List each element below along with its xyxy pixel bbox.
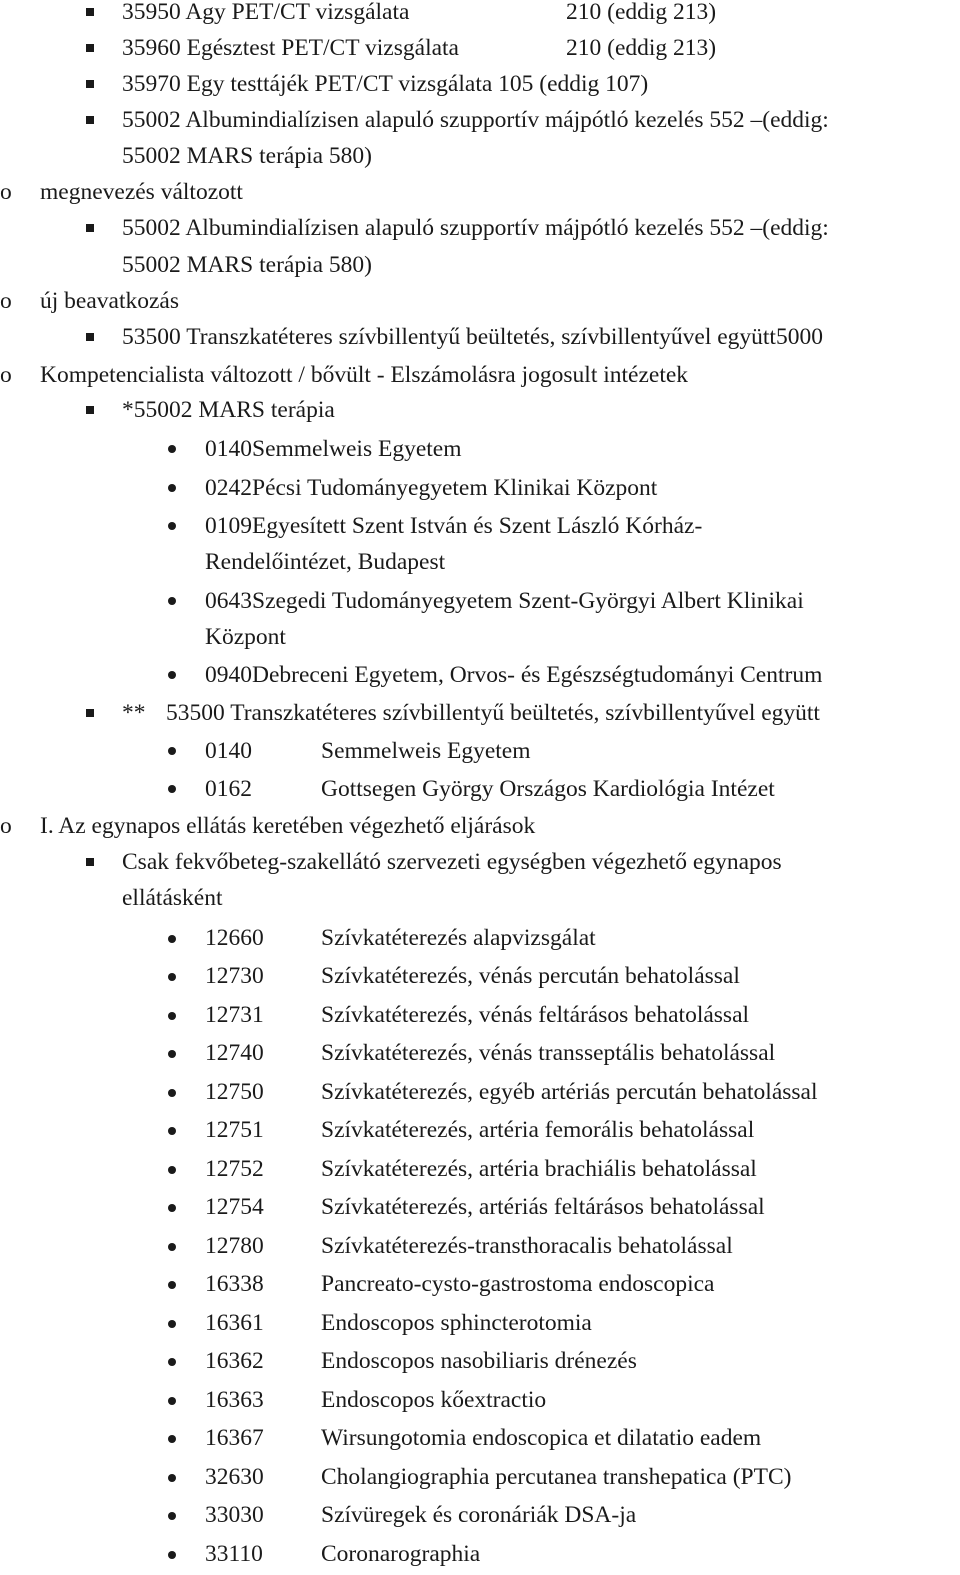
square-bullet-icon [86,224,94,232]
procedure-name: Szívkatéterezés, artériás feltárásos behatolással [321,1194,765,1220]
procedure-code: 12660 [205,925,264,951]
procedure-code: 12750 [205,1079,264,1105]
round-bullet-icon [168,747,176,755]
section-heading: I. Az egynapos ellátás keretében végezhető eljárások [40,813,536,839]
square-bullet-icon [86,406,94,414]
procedure-code: 33030 [205,1502,264,1528]
square-bullet-icon [86,80,94,88]
round-bullet-icon [168,1474,176,1482]
circle-bullet-icon: o [0,813,12,839]
list-item-continuation: 55002 MARS terápia 580) [122,143,372,169]
round-bullet-icon [168,445,176,453]
procedure-code: 16362 [205,1348,264,1374]
procedure-name: Szívkatéterezés, vénás percután behatolással [321,963,740,989]
round-bullet-icon [168,1012,176,1020]
institute-item: 0242Pécsi Tudományegyetem Klinikai Központ [205,475,658,501]
round-bullet-icon [168,1512,176,1520]
institute-item-continuation: Rendelőintézet, Budapest [205,549,446,575]
procedure-name: Szívkatéterezés, artéria femorális behatolással [321,1117,755,1143]
square-bullet-icon [86,8,94,16]
procedure-code: 12730 [205,963,264,989]
round-bullet-icon [168,1397,176,1405]
procedure-name: Endoscopos kőextractio [321,1387,547,1413]
procedure-name: Szívkatéterezés, artéria brachiális behatolással [321,1156,757,1182]
procedure-name: Szívkatéterezés-transthoracalis behatolással [321,1233,733,1259]
institute-item: 0643Szegedi Tudományegyetem Szent-Györgyi Albert Klinikai [205,588,804,614]
list-item-value: 210 (eddig 213) [566,0,717,25]
round-bullet-icon [168,522,176,530]
procedure-name: Endoscopos nasobiliaris drénezés [321,1348,637,1374]
list-item: 35950 Agy PET/CT vizsgálata [122,0,410,25]
round-bullet-icon [168,1551,176,1559]
round-bullet-icon [168,1243,176,1251]
procedure-code: 12731 [205,1002,264,1028]
square-bullet-icon [86,858,94,866]
procedure-name: Szívkatéterezés, egyéb artériás percután behatolással [321,1079,818,1105]
section-heading: új beavatkozás [40,288,179,314]
round-bullet-icon [168,1281,176,1289]
square-bullet-icon [86,116,94,124]
list-item-continuation: 55002 MARS terápia 580) [122,252,372,278]
list-item-value: 210 (eddig 213) [566,35,717,61]
list-item: Csak fekvőbeteg-szakellátó szervezeti egységben végezhető egynapos [122,849,782,875]
list-item: 35970 Egy testtájék PET/CT vizsgálata 105 (eddig 107) [122,71,649,97]
procedure-code: 16338 [205,1271,264,1297]
round-bullet-icon [168,785,176,793]
institute-code: 0140 [205,738,252,764]
institute-code: 0162 [205,776,252,802]
list-item-marker: ** [122,700,146,726]
procedure-code: 32630 [205,1464,264,1490]
list-item: 55002 Albumindialízisen alapuló szupportív májpótló kezelés 552 –(eddig: [122,215,829,241]
section-heading: Kompetencialista változott / bővült - Elszámolásra jogosult intézetek [40,362,689,388]
round-bullet-icon [168,1358,176,1366]
circle-bullet-icon: o [0,179,12,205]
round-bullet-icon [168,1435,176,1443]
circle-bullet-icon: o [0,362,12,388]
round-bullet-icon [168,1050,176,1058]
square-bullet-icon [86,333,94,341]
procedure-name: Coronarographia [321,1541,481,1567]
round-bullet-icon [168,973,176,981]
round-bullet-icon [168,1127,176,1135]
procedure-code: 12752 [205,1156,264,1182]
procedure-code: 16367 [205,1425,264,1451]
procedure-code: 12780 [205,1233,264,1259]
round-bullet-icon [168,1089,176,1097]
square-bullet-icon [86,44,94,52]
procedure-name: Endoscopos sphincterotomia [321,1310,592,1336]
round-bullet-icon [168,1204,176,1212]
procedure-code: 12740 [205,1040,264,1066]
list-item: *55002 MARS terápia [122,397,335,423]
procedure-name: Pancreato-cysto-gastrostoma endoscopica [321,1271,715,1297]
institute-item: 0109Egyesített Szent István és Szent László Kórház- [205,513,703,539]
square-bullet-icon [86,709,94,717]
procedure-code: 16363 [205,1387,264,1413]
circle-bullet-icon: o [0,288,12,314]
round-bullet-icon [168,1166,176,1174]
round-bullet-icon [168,935,176,943]
procedure-name: Wirsungotomia endoscopica et dilatatio eadem [321,1425,762,1451]
procedure-name: Szívüregek és coronáriák DSA-ja [321,1502,637,1528]
round-bullet-icon [168,671,176,679]
procedure-name: Szívkatéterezés, vénás feltárásos behatolással [321,1002,750,1028]
round-bullet-icon [168,484,176,492]
list-item: 55002 Albumindialízisen alapuló szupportív májpótló kezelés 552 –(eddig: [122,107,829,133]
procedure-name: Szívkatéterezés alapvizsgálat [321,925,596,951]
institute-item: 0140Semmelweis Egyetem [205,436,462,462]
list-item-continuation: ellátásként [122,885,223,911]
list-item: 53500 Transzkatéteres szívbillentyű beültetés, szívbillentyűvel együtt5000 [122,324,823,350]
procedure-code: 33110 [205,1541,263,1567]
institute-name: Semmelweis Egyetem [321,738,531,764]
institute-item: 0940Debreceni Egyetem, Orvos- és Egészségtudományi Centrum [205,662,823,688]
procedure-code: 12751 [205,1117,264,1143]
round-bullet-icon [168,1320,176,1328]
procedure-name: Cholangiographia percutanea transhepatica (PTC) [321,1464,792,1490]
list-item: 35960 Egésztest PET/CT vizsgálata [122,35,459,61]
procedure-code: 16361 [205,1310,264,1336]
section-heading: megnevezés változott [40,179,243,205]
institute-name: Gottsegen György Országos Kardiológia Intézet [321,776,775,802]
institute-item-continuation: Központ [205,624,286,650]
round-bullet-icon [168,597,176,605]
procedure-code: 12754 [205,1194,264,1220]
procedure-name: Szívkatéterezés, vénás transseptális behatolással [321,1040,776,1066]
list-item: 53500 Transzkatéteres szívbillentyű beültetés, szívbillentyűvel együtt [166,700,820,726]
